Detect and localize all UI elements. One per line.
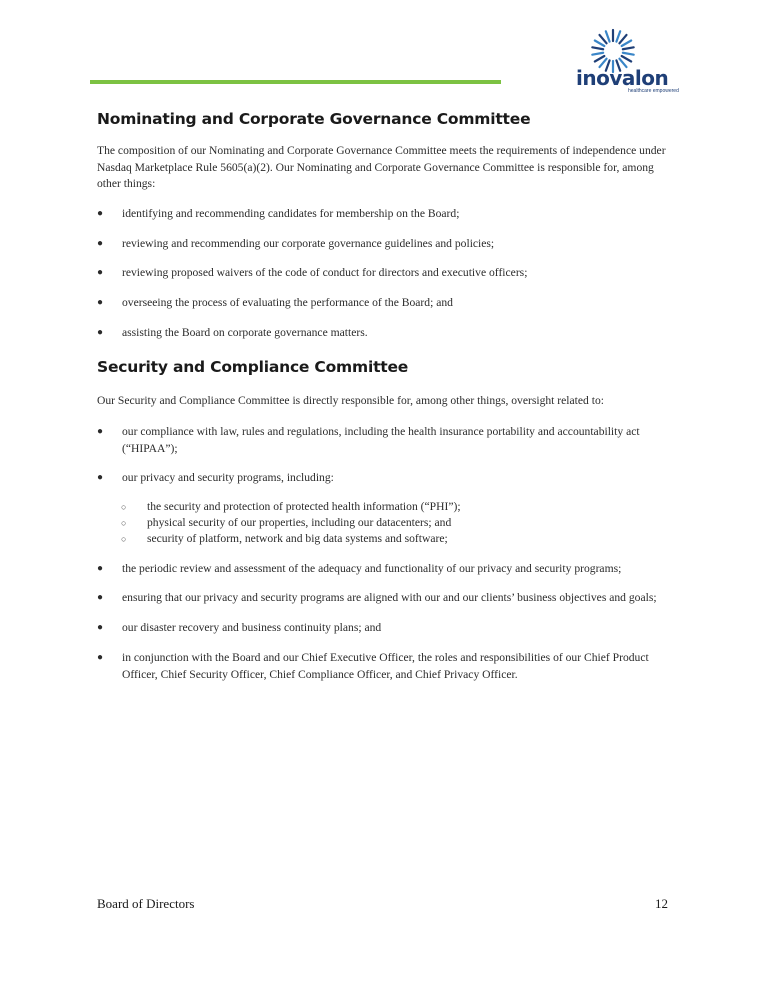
list-item: ● reviewing and recommending our corporate governance guidelines and policies;: [97, 237, 495, 250]
footer-section-title: Board of Directors: [97, 896, 195, 911]
list-item: ● our disaster recovery and business continuity plans; and: [97, 621, 382, 634]
list-item: ● identifying and recommending candidates for membership on the Board;: [97, 207, 460, 220]
security-intro: Our Security and Compliance Committee is directly responsible for, among other things, oversight related to:: [97, 394, 604, 407]
sub-list-item: ○ physical security of our properties, including our datacenters; and: [121, 516, 452, 529]
footer-page-number: 12: [655, 896, 668, 911]
list-item: ● our privacy and security programs, including:: [97, 471, 334, 484]
section-heading-nominating: Nominating and Corporate Governance Committee: [97, 110, 531, 128]
section-heading-security: Security and Compliance Committee: [97, 358, 409, 376]
list-item: ● in conjunction with the Board and our Chief Executive Officer, the roles and responsibilities of our Chief Product Officer, Chief Security Officer, Chief Compliance Officer, and Chief Privacy Officer.: [97, 651, 649, 681]
list-item: ● assisting the Board on corporate governance matters.: [97, 326, 368, 339]
logo-tagline: healthcare empowered: [628, 88, 679, 94]
sub-list-item: ○ the security and protection of protected health information (“PHI”);: [121, 500, 461, 513]
list-item: ● reviewing proposed waivers of the code of conduct for directors and executive officers;: [97, 266, 528, 279]
list-item: ● our compliance with law, rules and regulations, including the health insurance portability and accountability act (“HIPAA”);: [97, 425, 640, 455]
logo-wordmark: inovalon: [576, 66, 669, 90]
nominating-intro: The composition of our Nominating and Corporate Governance Committee meets the requirements of independence under Nasdaq Marketplace Rule 5605(a)(2). Our Nominating and Corporate Governance Committee is responsible for, among other things:: [97, 144, 666, 190]
header-accent-rule: [90, 80, 501, 84]
sub-list-item: ○ security of platform, network and big data systems and software;: [121, 532, 448, 545]
list-item: ● overseeing the process of evaluating the performance of the Board; and: [97, 296, 453, 309]
list-item: ● ensuring that our privacy and security programs are aligned with our and our clients’ business objectives and goals;: [97, 591, 657, 604]
inovalon-logo: [576, 28, 680, 92]
list-item: ● the periodic review and assessment of the adequacy and functionality of our privacy and security programs;: [97, 562, 622, 575]
